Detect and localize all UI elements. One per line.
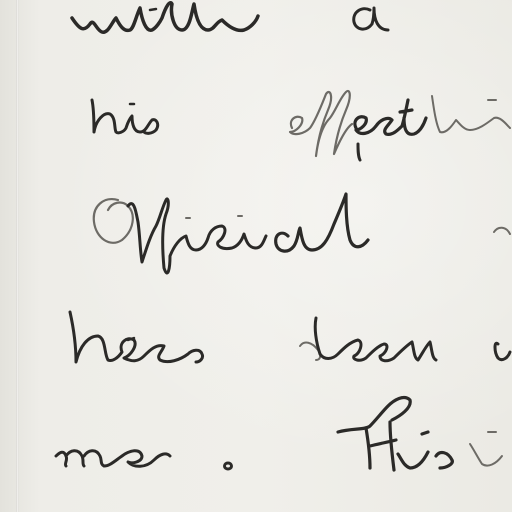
- handwritten-line-5: [56, 398, 502, 470]
- handwritten-line-1: [72, 3, 388, 32]
- handwritten-line-4: [70, 312, 510, 362]
- handwritten-line-3: [94, 194, 510, 273]
- handwritten-line-2: [92, 91, 510, 160]
